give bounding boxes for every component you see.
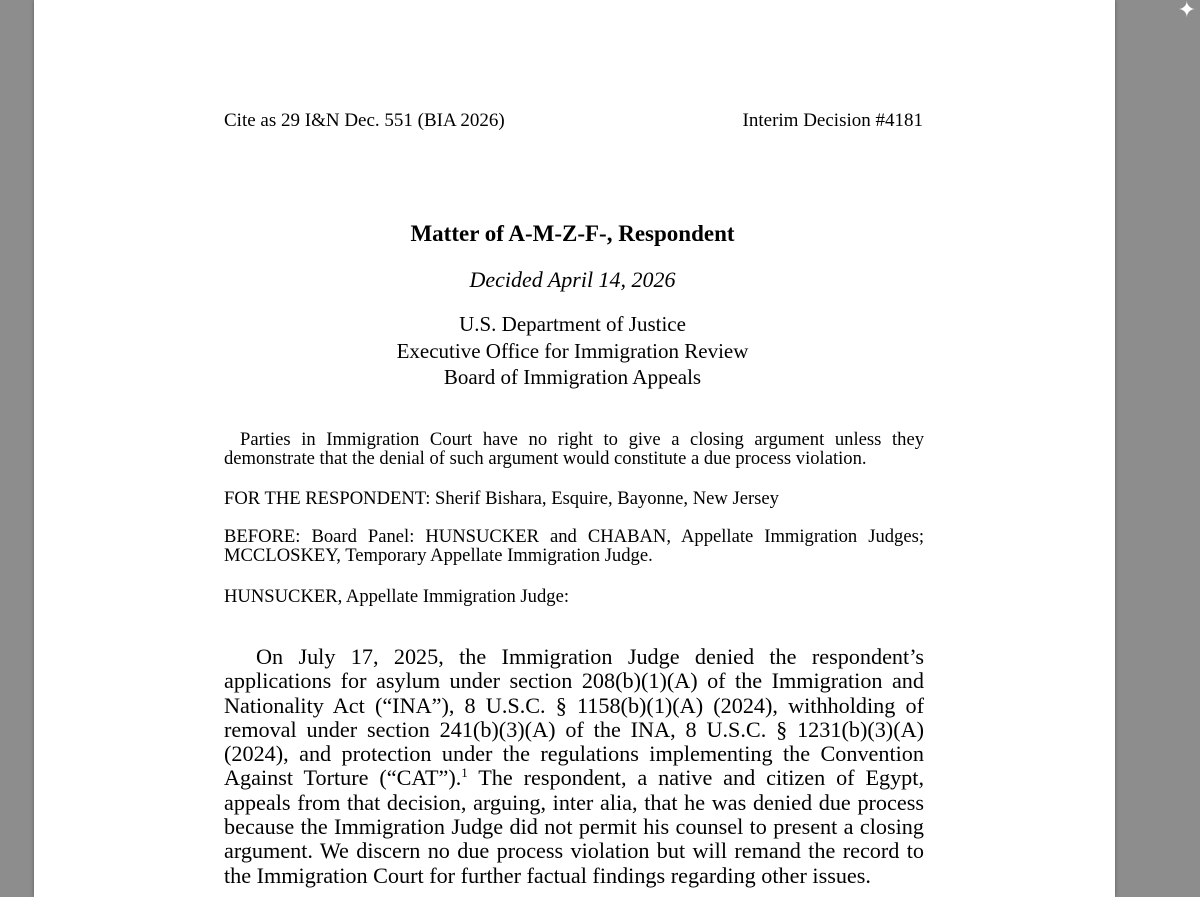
counsel-line: FOR THE RESPONDENT: Sherif Bishara, Esquire, Bayonne, New Jersey <box>224 488 779 509</box>
agency-office: Executive Office for Immigration Review <box>396 338 749 363</box>
decision-date: Decided April 14, 2026 <box>469 267 676 292</box>
document-page <box>34 0 1115 897</box>
headnote: Parties in Immigration Court have no right to give a closing argument unless they demonstrate that the denial of such argument would constitute a due process violation. <box>224 429 924 469</box>
sparkle-icon[interactable]: ✦ <box>1177 0 1196 23</box>
footnote-reference[interactable]: 1 <box>461 765 468 781</box>
agency-block <box>34 311 1111 391</box>
opinion-text-part1: On July 17, 2025, the Immigration Judge denied the respondent’s applications for asylum under section 208(b)(1)(A) of the Immigration and Nationality Act (“INA”), 8 U.S.C. § 1158(b)(1)(A) (2024), withholding of removal under section 241(b)(3)(A) of the INA, 8 U.S.C. § 1231(b)(3)(A) (2024), and protection under the regulations implementing the Convention Against Torture (“CAT”). <box>224 644 924 791</box>
agency-board: Board of Immigration Appeals <box>443 365 702 389</box>
interim-decision-header: Interim Decision #4181 <box>742 110 923 131</box>
agency-department: U.S. Department of Justice <box>459 312 686 336</box>
opinion-text-part2: The respondent, a native and citizen of Egypt, appeals from that decision, arguing, inter alia, that he was denied due process because the Immigration Judge did not permit his counsel to present a closing argument. We discern no due process violation but will remand the record to the Immigration Court for further factual findings regarding other issues. <box>224 765 924 888</box>
opinion-paragraph <box>224 645 924 888</box>
citation-header: Cite as 29 I&N Dec. 551 (BIA 2026) <box>224 110 505 131</box>
case-title: Matter of A-M-Z-F-, Respondent <box>410 221 735 246</box>
panel-line: BEFORE: Board Panel: HUNSUCKER and CHABAN, Appellate Immigration Judges; MCCLOSKEY, Temporary Appellate Immigration Judge. <box>224 526 924 566</box>
opinion-author: HUNSUCKER, Appellate Immigration Judge: <box>224 586 569 607</box>
